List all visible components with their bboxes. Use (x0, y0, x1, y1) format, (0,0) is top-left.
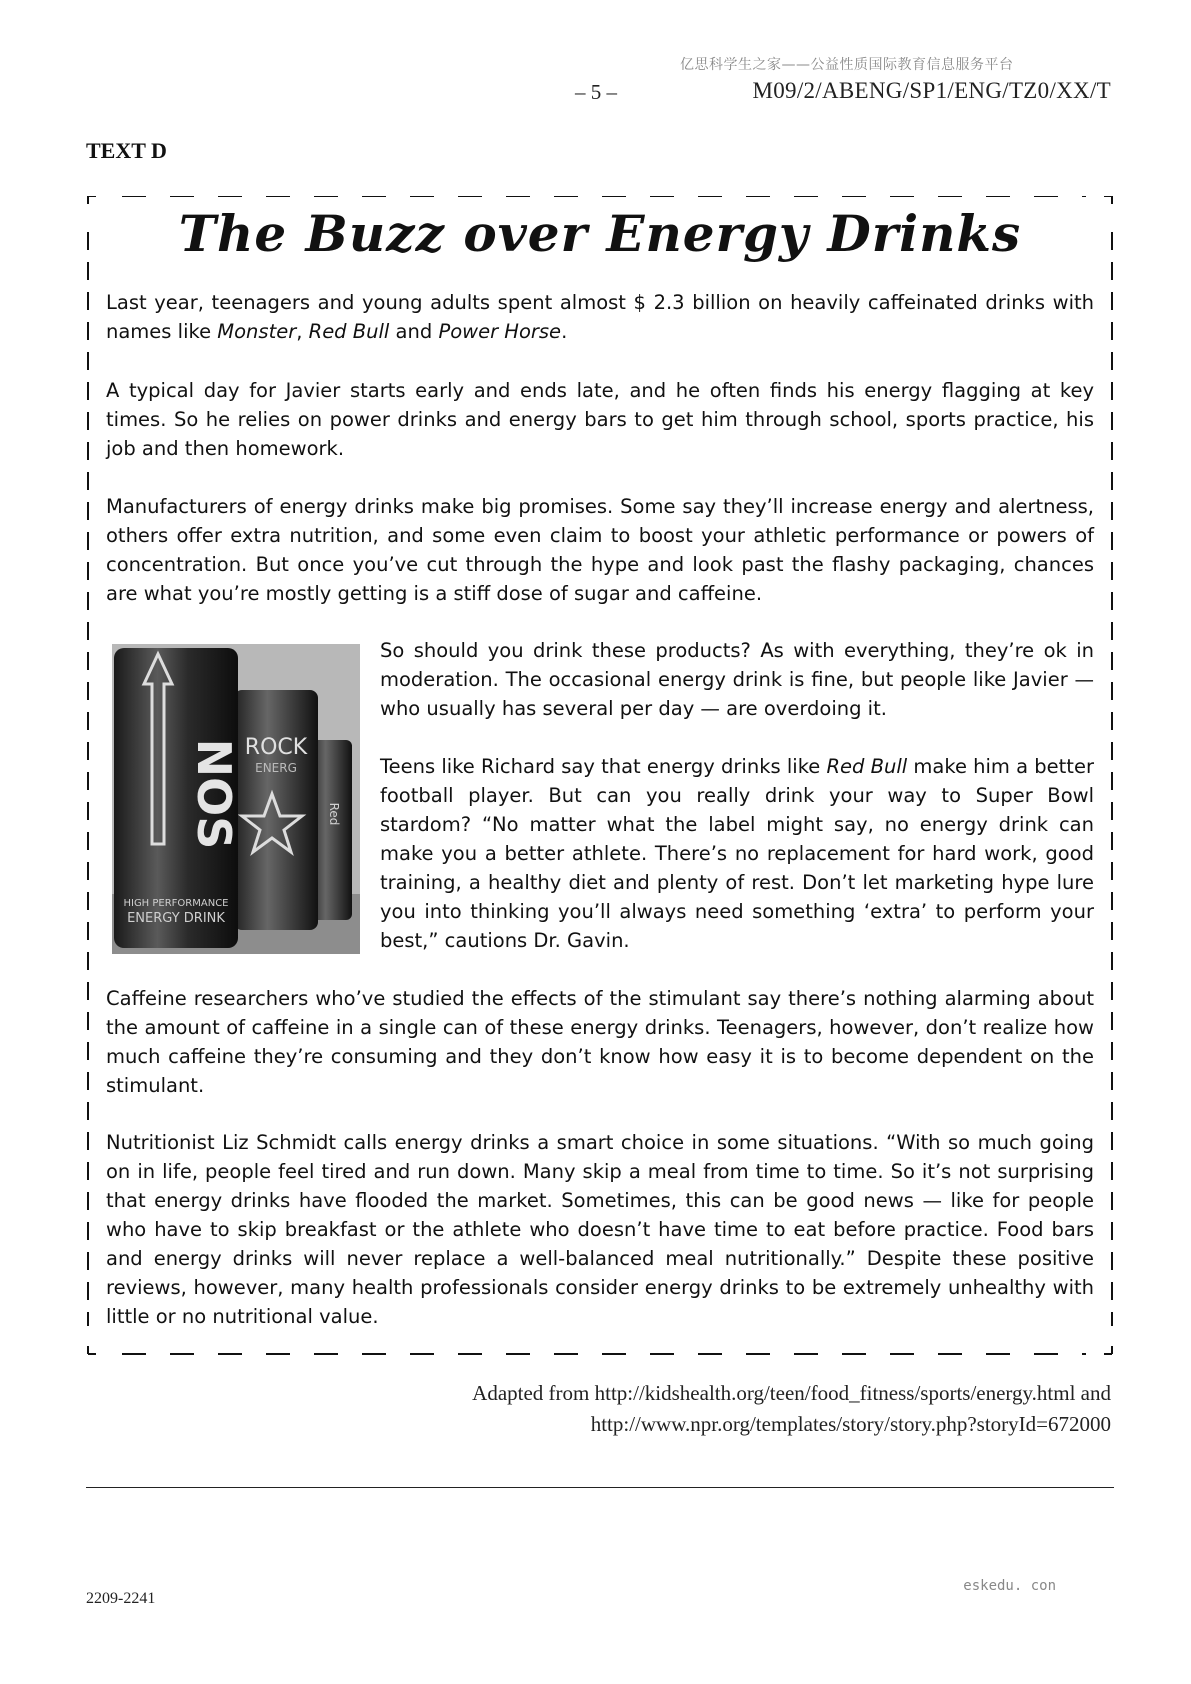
horizontal-rule (86, 1487, 1114, 1488)
can-middle-brand: ROCK (244, 735, 308, 760)
watermark-bottom: eskedu. con (963, 1578, 1056, 1594)
p1-text-a: Last year, teenagers and young adults spent almost $ 2.3 billion on heavily caffeinated drinks with names like (106, 291, 1094, 343)
footer-code: 2209-2241 (86, 1590, 156, 1607)
p5-text-a: Teens like Richard say that energy drinks like (380, 755, 827, 778)
paragraph-4: So should you drink these products? As with everything, they’re ok in moderation. The occasional energy drink is fine, but people like Javier — who usually has several per day — are overdoing it. (380, 639, 1094, 720)
energy-drinks-photo (112, 644, 360, 954)
can-middle (234, 690, 318, 930)
p5-redbull: Red Bull (826, 755, 908, 778)
paragraph-2: A typical day for Javier starts early and ends late, and he often finds his energy flagging at key times. So he relies on power drinks and energy bars to get him through school, sports practice, his job and then homework. (106, 379, 1094, 460)
article-frame (86, 196, 1114, 1356)
can-small-label: Red (327, 802, 341, 826)
watermark-top: 亿思科学生之家——公益性质国际教育信息服务平台 (680, 57, 1014, 73)
can-large-tagline-2: ENERGY DRINK (127, 911, 225, 926)
can-large-tagline-1: HIGH PERFORMANCE (123, 898, 229, 909)
source-attribution (472, 1378, 1111, 1440)
p1-text-c: and (389, 320, 439, 343)
p1-powerhorse: Power Horse (438, 320, 562, 343)
p1-monster: Monster (217, 320, 297, 343)
paragraph-7: Nutritionist Liz Schmidt calls energy drinks a smart choice in some situations. “With so much going on in life, people feel tired and run down. Many skip a meal from time to time. So it’s not surprising that energy drinks have flooded the market. Sometimes, this can be good news — like for people who have to skip breakfast or the athlete who doesn’t have time to eat before practice. Food bars and energy drinks will never replace a well-balanced meal nutritionally.” Despite these positive reviews, however, many health professionals consider energy drinks to be extremely unhealthy with little or no nutritional value. (106, 1131, 1094, 1328)
source-line-1: Adapted from http://kidshealth.org/teen/food_fitness/sports/energy.html and (472, 1381, 1111, 1405)
paragraph-1 (106, 288, 1094, 346)
p5-text-b: make him a better football player. But can you really drink your way to Super Bowl stardom? “No matter what the label might say, no energy drink can make you a better athlete. There’s no replacement for hard work, good training, a healthy diet and plenty of rest. Don’t let marketing hype lure you into thinking you’ll always need something ‘extra’ to perform your best,” cautions Dr. Gavin. (380, 755, 1094, 952)
paragraph-3: Manufacturers of energy drinks make big promises. Some say they’ll increase energy and alertness, others offer extra nutrition, and some even claim to boost your athletic performance or powers of concentration. But once you’ve cut through the hype and look past the flashy packaging, chances are what you’re mostly getting is a stiff dose of sugar and caffeine. (106, 495, 1094, 605)
article-title: The Buzz over Energy Drinks (178, 204, 1022, 263)
document-code: M09/2/ABENG/SP1/ENG/TZ0/XX/T (752, 78, 1111, 103)
paragraph-5 (380, 752, 1094, 955)
section-label: TEXT D (86, 138, 167, 163)
p1-redbull: Red Bull (308, 320, 390, 343)
p1-text-b: , (296, 320, 309, 343)
paragraph-6: Caffeine researchers who’ve studied the effects of the stimulant say there’s nothing alarming about the amount of caffeine in a single can of these energy drinks. Teenagers, however, don’t realize how much caffeine they’re consuming and they don’t know how easy it is to become dependent on the stimulant. (106, 987, 1094, 1097)
source-line-2: http://www.npr.org/templates/story/story.php?storyId=672000 (590, 1412, 1111, 1436)
can-large-brand: NOS (187, 738, 241, 850)
p1-text-d: . (561, 320, 568, 343)
can-middle-sub: ENERG (255, 761, 297, 775)
page-number: – 5 – (575, 80, 617, 104)
